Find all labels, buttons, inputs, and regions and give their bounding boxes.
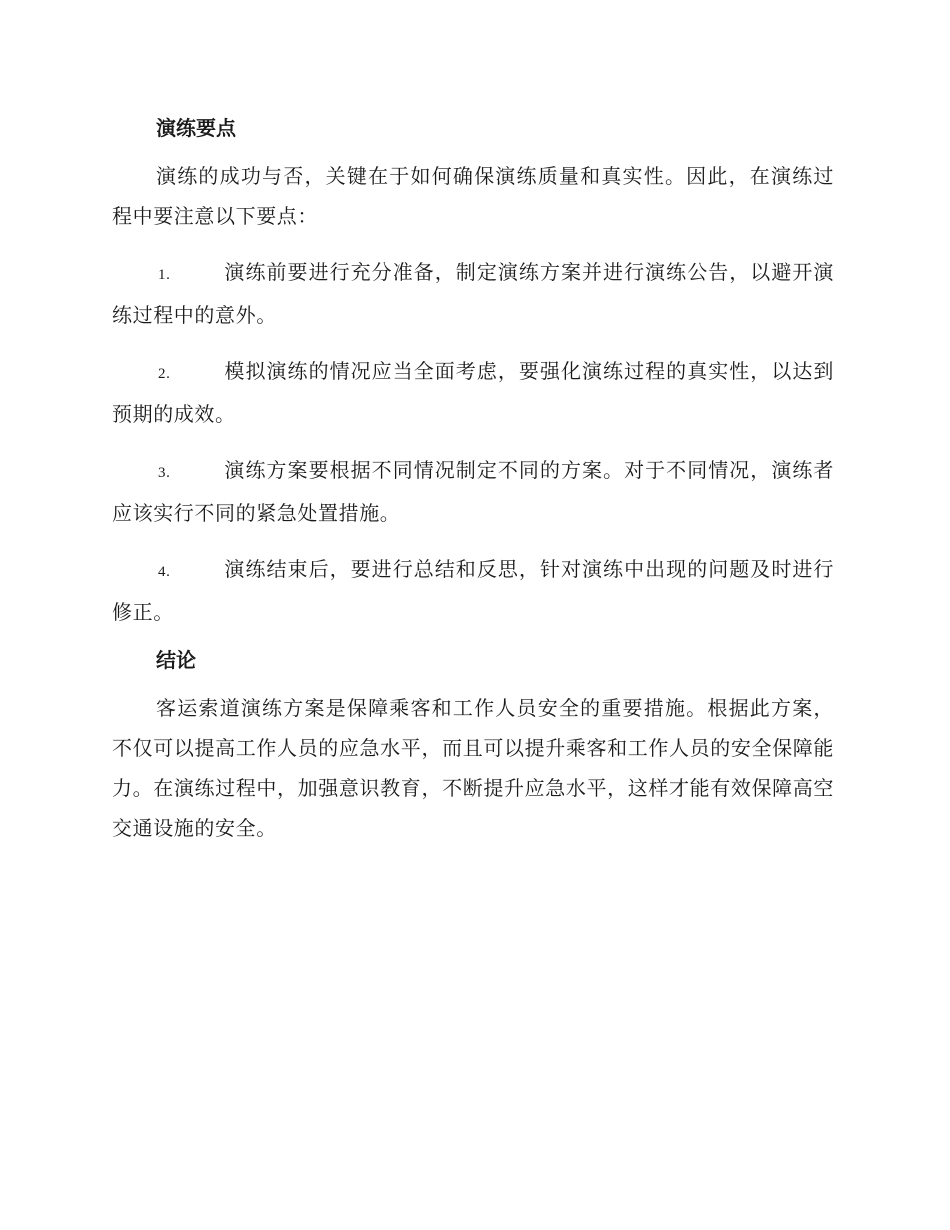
conclusion-paragraph: 客运索道演练方案是保障乘客和工作人员安全的重要措施。根据此方案，不仅可以提高工作人员的应急水平，而且可以提升乘客和工作人员的安全保障能力。在演练过程中，加强意识教育，不断提升应急水平，这样才能有效保障高空交通设施的安全。 bbox=[112, 696, 834, 840]
list-item-number: 2. bbox=[158, 366, 171, 382]
section-heading-conclusion: 结论 bbox=[156, 648, 196, 672]
list-item-text: 演练前要进行充分准备，制定演练方案并进行演练公告，以避开演练过程中的意外。 bbox=[112, 260, 834, 327]
list-item-text: 演练方案要根据不同情况制定不同的方案。对于不同情况，演练者应该实行不同的紧急处置措施。 bbox=[112, 458, 834, 525]
list-item bbox=[112, 450, 834, 533]
document-content bbox=[112, 108, 834, 848]
list-item-number: 1. bbox=[158, 267, 171, 283]
list-item bbox=[112, 351, 834, 434]
list-item bbox=[112, 252, 834, 335]
section-heading-key-points: 演练要点 bbox=[156, 116, 236, 140]
intro-paragraph: 演练的成功与否，关键在于如何确保演练质量和真实性。因此，在演练过程中要注意以下要点： bbox=[112, 164, 834, 228]
list-item-text: 演练结束后，要进行总结和反思，针对演练中出现的问题及时进行修正。 bbox=[112, 557, 834, 624]
list-item-text: 模拟演练的情况应当全面考虑，要强化演练过程的真实性，以达到预期的成效。 bbox=[112, 359, 834, 426]
list-item-number: 4. bbox=[158, 564, 171, 580]
list-item bbox=[112, 549, 834, 632]
list-item-number: 3. bbox=[158, 465, 171, 481]
